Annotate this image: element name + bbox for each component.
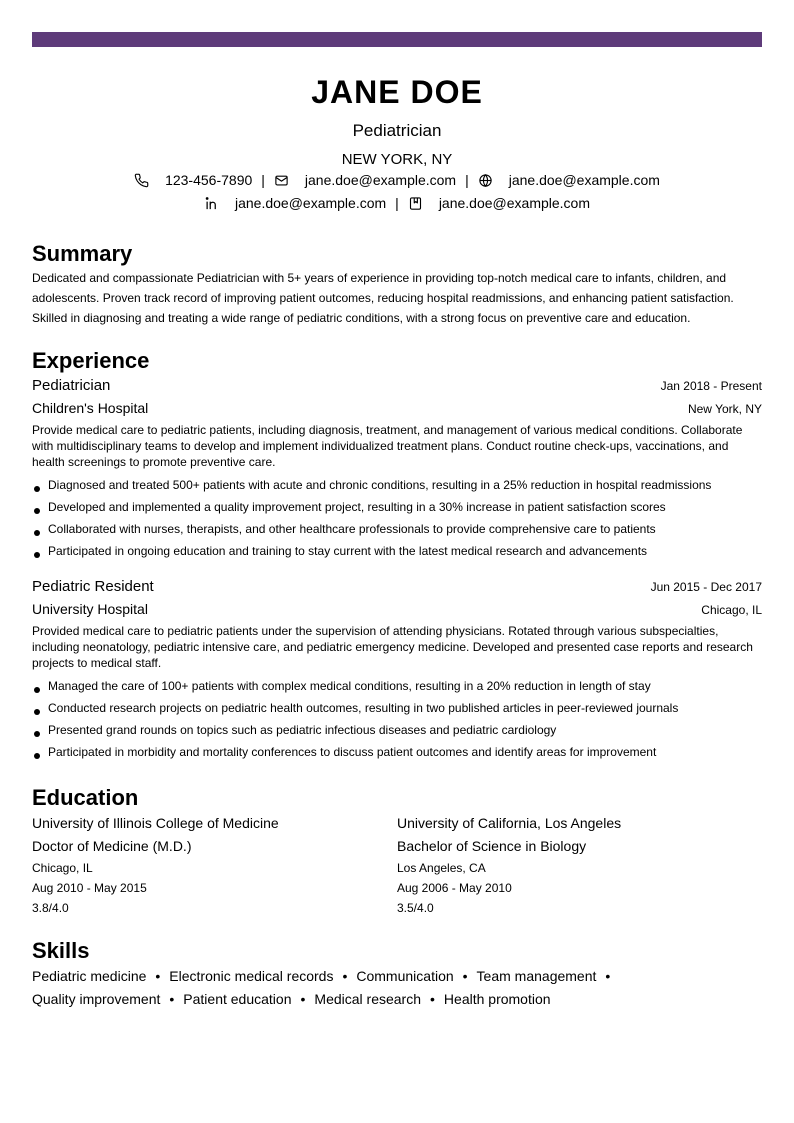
skill-item: Quality improvement	[32, 991, 161, 1007]
job-dates: Jun 2015 - Dec 2017	[650, 580, 762, 594]
linkedin-icon	[204, 196, 219, 211]
skills-line-1	[32, 965, 762, 988]
summary-section	[32, 240, 762, 328]
email-text: jane.doe@example.com	[304, 172, 457, 188]
education-dates: Aug 2006 - May 2010	[397, 881, 512, 895]
website-contact[interactable]	[478, 170, 660, 190]
skill-separator: •	[155, 968, 161, 984]
mail-icon	[274, 173, 289, 188]
school-location: Chicago, IL	[32, 861, 93, 875]
skill-separator: •	[342, 968, 348, 984]
portfolio-text: jane.doe@example.com	[438, 195, 590, 211]
candidate-name: JANE DOE	[311, 74, 483, 110]
gpa: 3.8/4.0	[32, 901, 69, 915]
section-heading: Education	[32, 785, 139, 810]
skill-separator: •	[300, 991, 306, 1007]
contact-row-1	[32, 170, 762, 190]
skills-section	[32, 937, 762, 1011]
email-contact[interactable]	[274, 170, 456, 190]
skill-item: Pediatric medicine	[32, 968, 147, 984]
gpa: 3.5/4.0	[397, 901, 434, 915]
education-entry	[397, 812, 762, 918]
skill-item: Medical research	[314, 991, 422, 1007]
school-name: University of California, Los Angeles	[397, 815, 622, 831]
list-item: Presented grand rounds on topics such as pediatric infectious diseases and pediatric cardiology	[32, 719, 762, 741]
job-position: Pediatrician	[32, 377, 111, 394]
job-title: Pediatrician	[352, 121, 442, 140]
skill-item: Patient education	[183, 991, 292, 1007]
list-item: Participated in morbidity and mortality conferences to discuss patient outcomes and identify areas for improvement	[32, 741, 762, 763]
achievement-list	[32, 675, 762, 763]
portfolio-contact[interactable]	[408, 193, 590, 213]
separator: |	[395, 195, 399, 211]
skill-item: Electronic medical records	[169, 968, 334, 984]
section-heading: Summary	[32, 241, 133, 266]
degree: Bachelor of Science in Biology	[397, 838, 587, 854]
school-location: Los Angeles, CA	[397, 861, 486, 875]
list-item: Managed the care of 100+ patients with complex medical conditions, resulting in a 20% reduction in length of stay	[32, 675, 762, 697]
job-description: Provide medical care to pediatric patients, including diagnosis, treatment, and management of various medical conditions. Collaborate with multidisciplinary teams to develop and implement individualized treatment plans. Conduct routine check-ups, vaccinations, and health screenings to promote preventive care.	[32, 423, 743, 469]
phone-icon	[134, 173, 149, 188]
skill-item: Communication	[356, 968, 454, 984]
separator: |	[465, 172, 469, 188]
location: NEW YORK, NY	[341, 151, 453, 168]
job-organization: University Hospital	[32, 601, 148, 617]
job-dates: Jan 2018 - Present	[660, 379, 762, 393]
job-location: New York, NY	[687, 402, 762, 416]
linkedin-text: jane.doe@example.com	[234, 195, 387, 211]
list-item: Conducted research projects on pediatric health outcomes, resulting in two published articles in peer-reviewed journals	[32, 697, 762, 719]
skill-separator: •	[462, 968, 468, 984]
education-dates: Aug 2010 - May 2015	[32, 881, 147, 895]
education-entry	[32, 812, 397, 918]
job-position: Pediatric Resident	[32, 578, 154, 595]
achievement-list	[32, 474, 762, 562]
education-grid	[32, 812, 762, 918]
job-entry	[32, 375, 762, 562]
skills-line-2	[32, 988, 762, 1011]
skill-separator: •	[169, 991, 175, 1007]
bookmark-icon	[408, 196, 423, 211]
list-item: Collaborated with nurses, therapists, and other healthcare professionals to provide comprehensive care to patients	[32, 518, 762, 540]
website-text: jane.doe@example.com	[508, 172, 660, 188]
job-entry	[32, 576, 762, 763]
phone-text: 123-456-7890	[165, 172, 253, 188]
list-item: Participated in ongoing education and training to stay current with the latest medical research and advancements	[32, 540, 762, 562]
skill-separator: •	[430, 991, 435, 1007]
summary-text: Dedicated and compassionate Pediatrician with 5+ years of experience in providing top-notch medical care to infants, children, and adolescents. Proven track record of improving patient outcomes, reducing hospital readmissions, and enhancing patient satisfaction. Skilled in diagnosing and treating a wide range of pediatric conditions, with a strong focus on preventive care and education.	[32, 271, 734, 325]
school-name: University of Illinois College of Medicine	[32, 815, 279, 831]
phone-contact[interactable]	[134, 170, 252, 190]
skill-item: Team management	[476, 968, 597, 984]
skill-separator: •	[605, 968, 611, 984]
section-heading: Experience	[32, 348, 150, 373]
contact-row-2	[32, 193, 762, 213]
degree: Doctor of Medicine (M.D.)	[32, 838, 192, 854]
resume-header	[32, 72, 762, 213]
job-organization: Children's Hospital	[32, 400, 149, 416]
skill-item: Health promotion	[443, 991, 551, 1007]
globe-icon	[478, 173, 493, 188]
experience-section	[32, 347, 762, 773]
accent-bar	[32, 32, 762, 47]
job-location: Chicago, IL	[701, 603, 762, 617]
education-section	[32, 784, 762, 918]
job-description: Provided medical care to pediatric patients under the supervision of attending physicians. Rotated through various subspecialties, including neonatology, pediatric intensive care, and pediatric emergency medicine. Developed and presented case reports and research projects to medical staff.	[32, 624, 753, 670]
linkedin-contact[interactable]	[204, 193, 386, 213]
separator: |	[261, 172, 265, 188]
list-item: Developed and implemented a quality improvement project, resulting in a 30% increase in patient satisfaction scores	[32, 496, 762, 518]
list-item: Diagnosed and treated 500+ patients with acute and chronic conditions, resulting in a 25% reduction in hospital readmissions	[32, 474, 762, 496]
section-heading: Skills	[32, 938, 90, 963]
